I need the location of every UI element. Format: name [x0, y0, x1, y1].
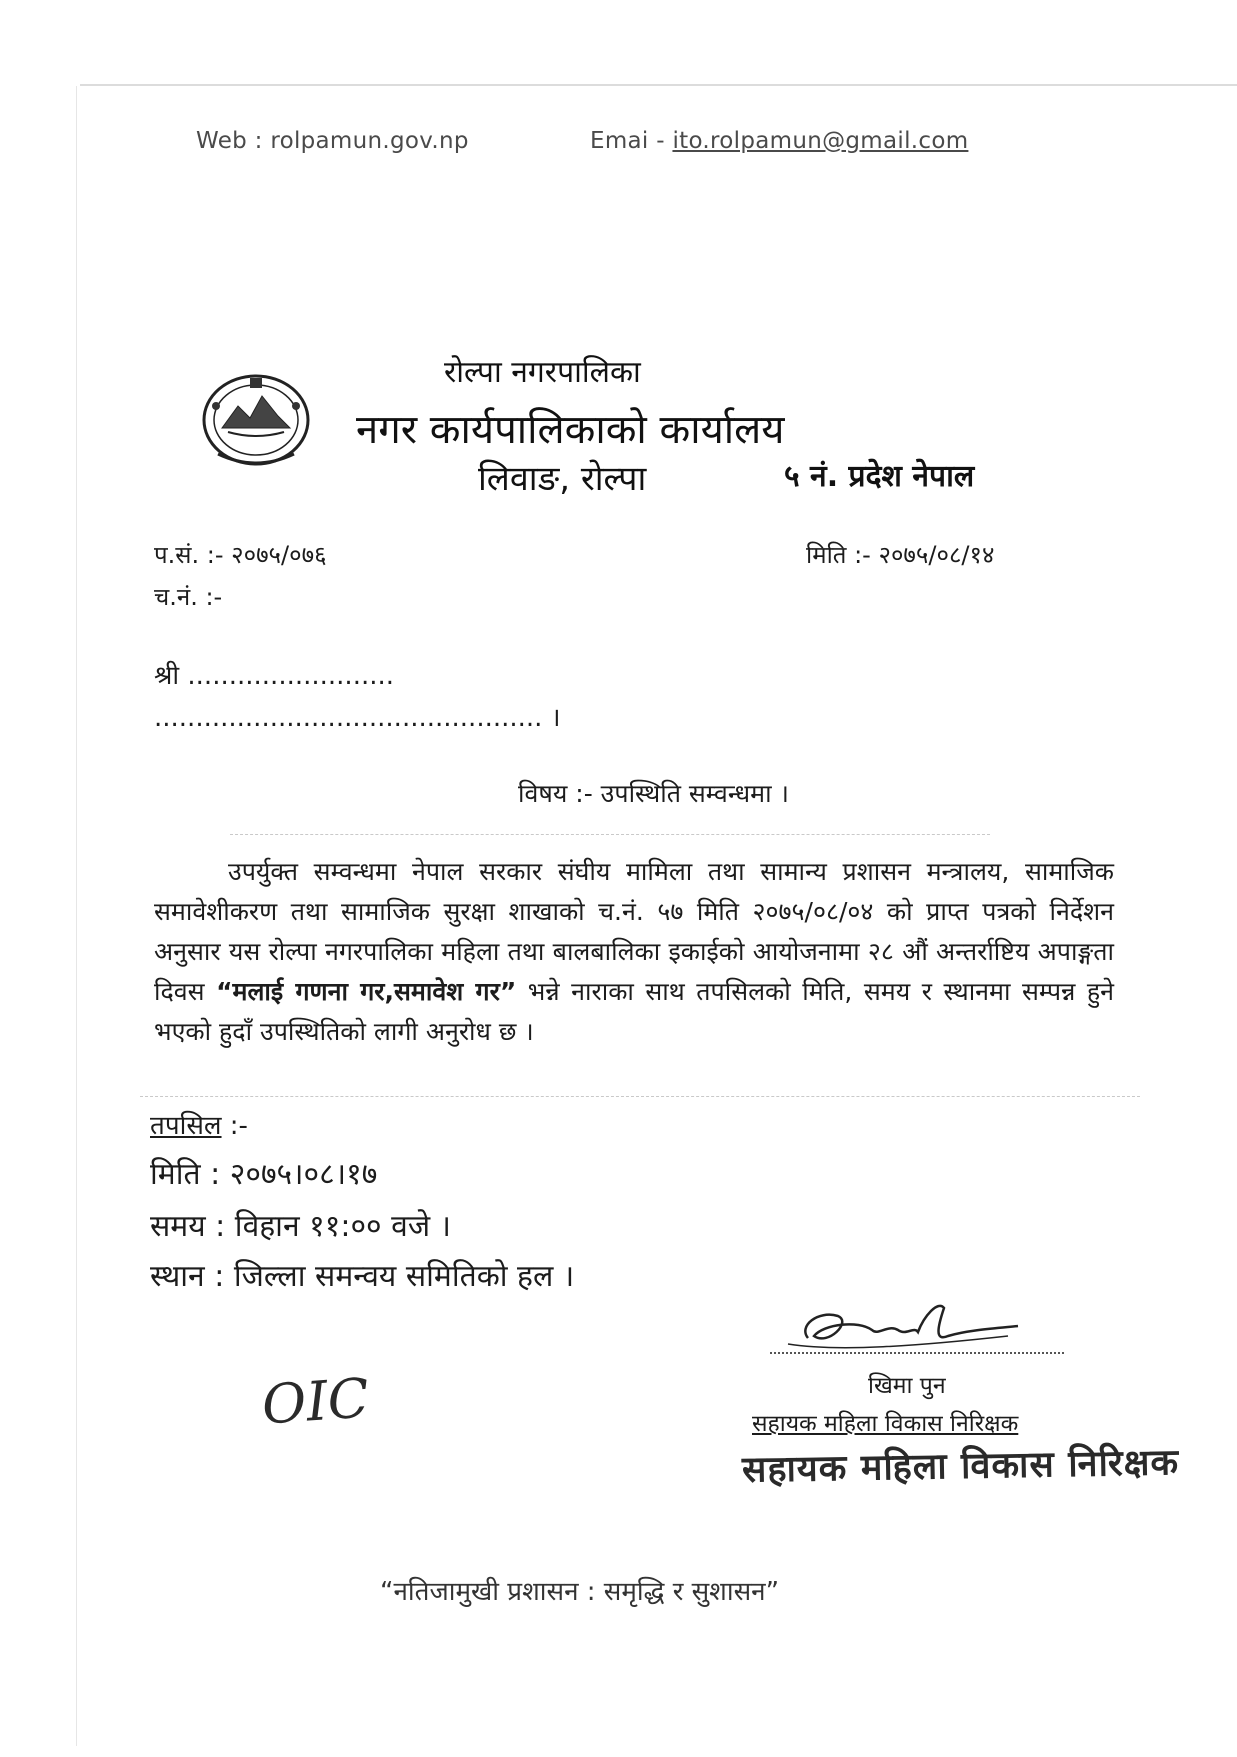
scan-streak [230, 834, 990, 835]
dispatch-number: च.नं. :- [154, 583, 223, 611]
email-address: ito.rolpamun@gmail.com [672, 128, 969, 154]
event-slogan: “मलाई गणना गर,समावेश गर” [216, 977, 517, 1006]
recipient-line-2: ............................................... । [154, 703, 561, 733]
event-time: समय : विहान ११:०० वजे । [150, 1209, 452, 1244]
event-date: मिति : २०७५।०८।१७ [150, 1157, 378, 1192]
scan-streak [140, 1096, 1140, 1097]
details-heading-label: तपसिल [150, 1111, 222, 1141]
nepal-emblem-logo [198, 366, 314, 470]
page-left-edge [76, 86, 77, 1746]
letter-body [154, 852, 1114, 1052]
page-top-edge [80, 84, 1237, 86]
body-text-part-1: उपर्युक्त सम्वन्धमा नेपाल सरकार संघीय मामिला तथा सामान्य प्रशासन मन्त्रालय, सामाजिक समावेशीकरण तथा सामाजिक सुरक्षा शाखाको च.नं. ५७ मिति २०७५/०८/०४ को प्राप्त पत्रको निर्देशन अनुसार यस रोल्पा नगरपालिका महिला तथा बालबालिका इकाईको आयोजनामा २८ औं अन्तर्राष्टिय अपाङ्गता दिवस [154, 857, 1114, 1006]
details-heading-suffix: :- [221, 1111, 248, 1141]
reference-number: प.सं. :- २०७५/०७६ [154, 541, 327, 569]
signature-line [770, 1352, 1064, 1354]
body-text-part-2: भन्ने नाराका साथ तपसिलको मिति, समय र स्थानमा सम्पन्न हुने भएको हुदाँ उपस्थितिको लागी अनुरोध छ । [154, 977, 1114, 1046]
recipient-line-1: श्री ......................... [154, 661, 395, 691]
official-stamp: सहायक महिला विकास निरिक्षक [741, 1442, 1180, 1491]
subject-line: विषय :- उपस्थिति सम्वन्धमा । [518, 779, 789, 808]
email-prefix: Emai - [590, 128, 673, 154]
website-text: Web : rolpamun.gov.np [196, 128, 469, 154]
event-venue: स्थान : जिल्ला समन्वय समितिको हल । [150, 1259, 575, 1294]
handwritten-signature [768, 1286, 1028, 1366]
office-address: लिवाङ, रोल्पा [478, 459, 647, 499]
handwritten-note: OIC [259, 1366, 371, 1437]
email-text [590, 128, 968, 154]
details-heading [150, 1106, 248, 1142]
letter-date: मिति :- २०७५/०८/१४ [806, 541, 995, 569]
signatory-name: खिमा पुन [868, 1373, 946, 1399]
province-name: ५ नं. प्रदेश नेपाल [784, 459, 975, 494]
office-name: नगर कार्यपालिकाको कार्यालय [356, 407, 785, 453]
footer-motto: “नतिजामुखी प्रशासन : समृद्धि र सुशासन” [380, 1577, 780, 1607]
signatory-title: सहायक महिला विकास निरिक्षक [752, 1411, 1019, 1437]
municipality-name: रोल्पा नगरपालिका [444, 355, 641, 390]
